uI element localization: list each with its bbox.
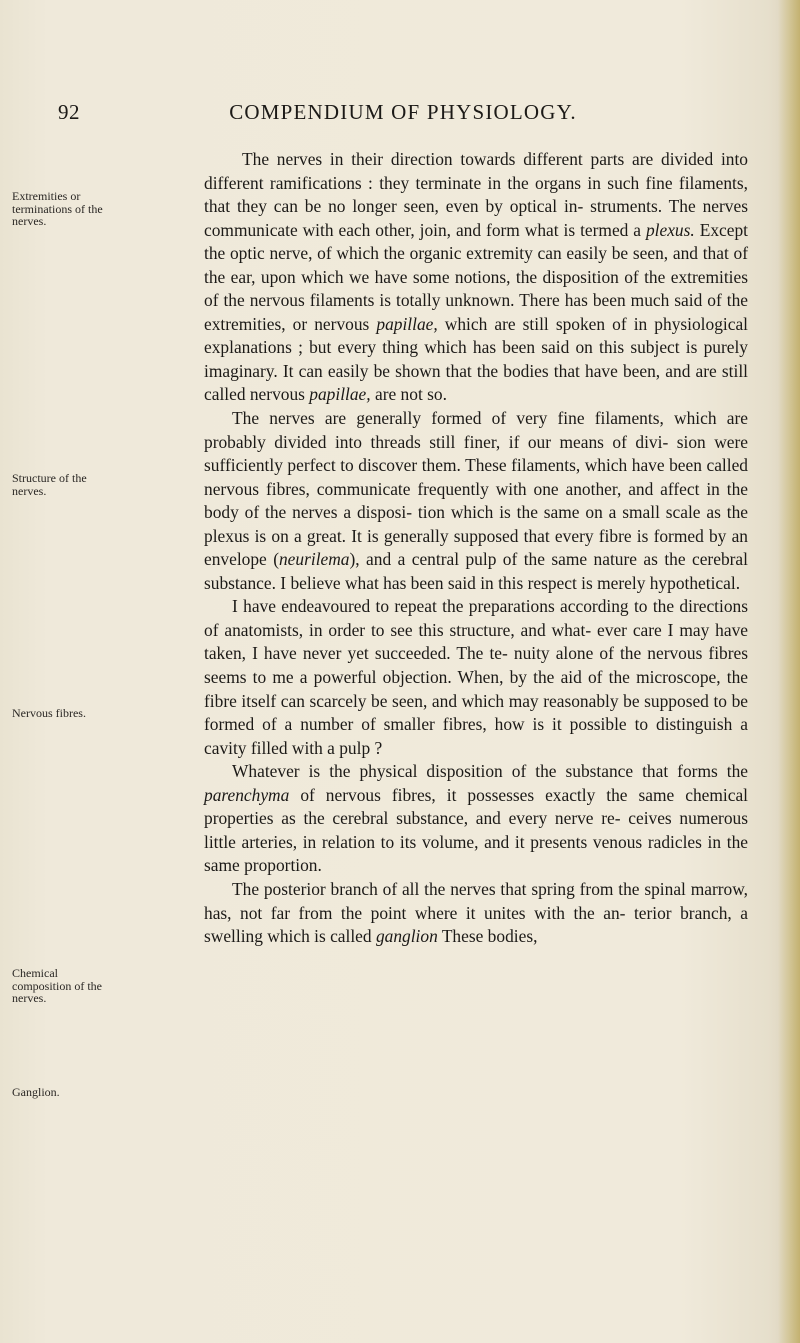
paragraph-chemical: Whatever is the physical disposition of the substance that forms the parenchyma of nervous fibres, it possesses exactly the same chemical properties as the cerebral substance, and every nerve re- ceives numerous little arteries, in relation to its volume, and it presents venous radicles in the same proportion. bbox=[204, 761, 748, 876]
side-note-extremities: Extremities or terminations of the nerves. bbox=[12, 189, 103, 228]
term-ganglion: ganglion bbox=[375, 926, 438, 947]
page-header bbox=[58, 100, 748, 134]
side-note-ganglion: Ganglion. bbox=[12, 1085, 60, 1099]
page-edge-shadow bbox=[778, 0, 800, 1343]
term-neurilema: neurilema bbox=[278, 549, 350, 570]
side-note-nervous-fibres: Nervous fibres. bbox=[12, 706, 86, 720]
running-title: COMPENDIUM OF PHYSIOLOGY. bbox=[229, 100, 577, 124]
term-papillae-2: papillae, bbox=[309, 384, 371, 405]
paragraph-terminations: The nerves in their direction towards different parts are divided into different ramifications : they terminate in the organs in such fine filaments, that they can be no longer seen, even by optical in- struments. The nerves communicate with each other, join, and form what is termed a plexus. Except the optic nerve, of which the organic extremity can easily be seen, and that of the ear, upon which we have some notions, the disposition of the extremities of the nervous filaments is totally unknown. There has been much said of the extremities, or nervous papillae, which are still spoken of in physiological explanations ; but every thing which has been said on this subject is purely imaginary. It can easily be shown that the bodies that have been, and are still called nervous papillae, are not so. bbox=[204, 149, 749, 405]
paragraph-nervous-fibres: I have endeavoured to repeat the preparations according to the directions of anatomists, in order to see this structure, and what- ever care I may have taken, I have never yet succeeded. The te- nuity alone of the nervous fibres seems to me a powerful objection. When, by the aid of the microscope, the fibre itself can scarcely be seen, and which may reasonably be supposed to be formed of a number of smaller fibres, how is it possible to distinguish a cavity filled with a pulp ? bbox=[204, 596, 748, 758]
paragraph-ganglion: The posterior branch of all the nerves that spring from the spinal marrow, has, not far from the point where it unites with the an- terior branch, a swelling which is called ganglion These bodies, bbox=[204, 878, 748, 947]
side-note-chemical: Chemical composition of the nerves. bbox=[12, 966, 102, 1005]
paragraph-structure: The nerves are generally formed of very fine filaments, which are probably divided into threads still finer, if our means of divi- sion were sufficiently perfect to discover them. These filaments, which have been called nervous fibres, communicate frequently with one another, and affect in the body of the nerves a disposi- tion which is the same on a small scale as the plexus is on a great. It is generally supposed that every fibre is formed by an envelope (neurilema), and a central pulp of the same nature as the cerebral substance. I believe what has been said in this respect is merely hypothetical. bbox=[204, 408, 748, 593]
side-note-structure: Structure of the nerves. bbox=[12, 471, 87, 498]
term-plexus: plexus. bbox=[645, 219, 695, 240]
body-text bbox=[204, 148, 748, 949]
term-parenchyma: parenchyma bbox=[204, 784, 290, 805]
page-number: 92 bbox=[58, 100, 80, 124]
term-papillae: papillae, bbox=[376, 313, 438, 334]
